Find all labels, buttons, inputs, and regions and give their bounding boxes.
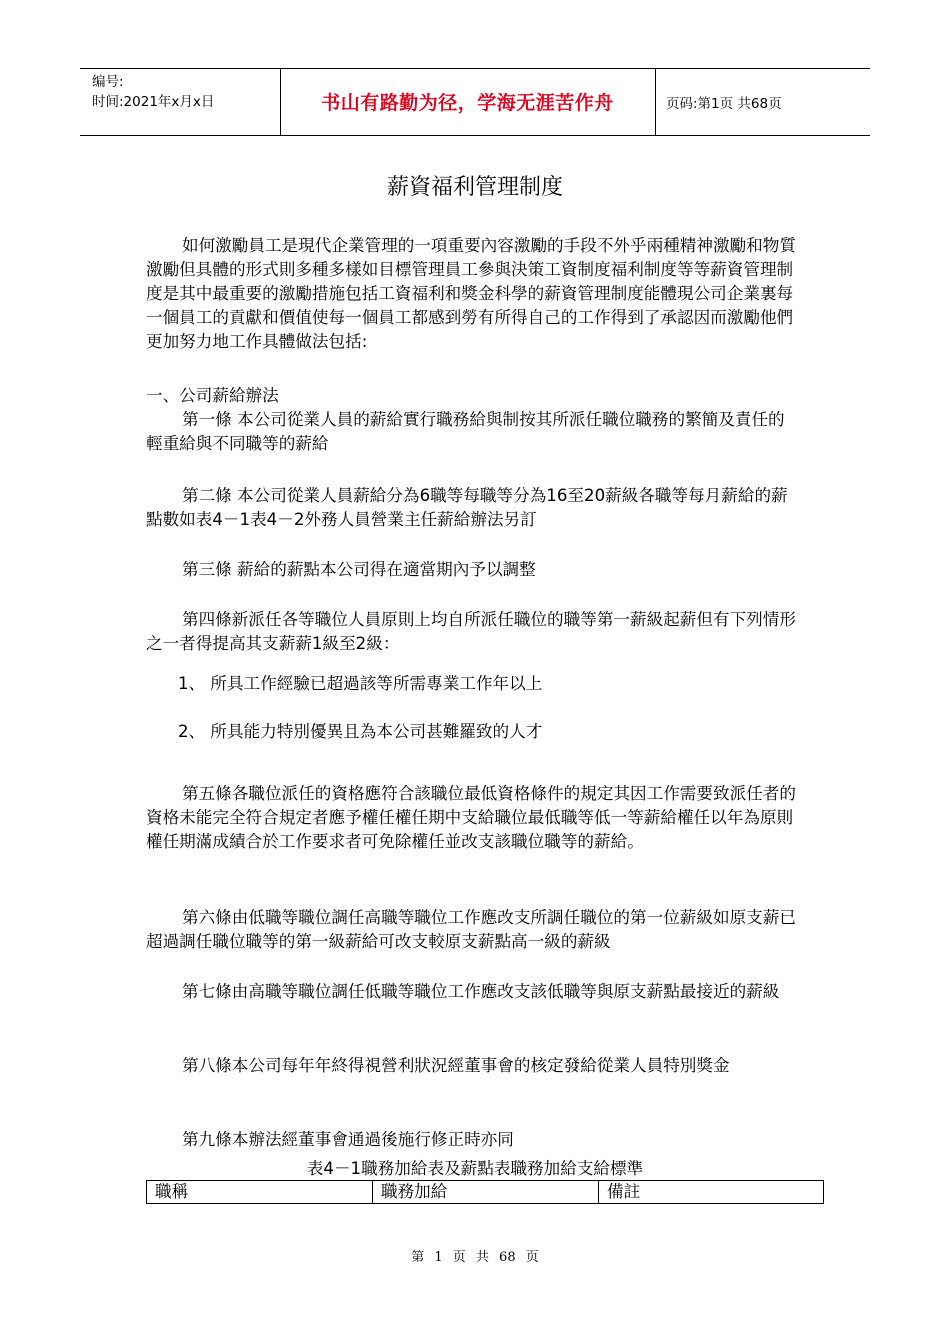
article-3: 第三條 薪給的薪點本公司得在適當期內予以調整 (182, 560, 536, 579)
article-7: 第七條由高職等職位調任低職等職位工作應改支該低職等與原支薪點最接近的薪級 (182, 982, 780, 1001)
header-meta (92, 72, 214, 112)
header-page-info: 页码:第1页 共68页 (666, 95, 782, 112)
article-9: 第九條本辦法經董事會通過後施行修正時亦同 (182, 1130, 514, 1149)
article-5: 第五條各職位派任的資格應符合該職位最低資格條件的規定其因工作需要致派任者的資格未能完全符合規定者應予權任權任期中支給職位最低職等低一等薪給權任以年為原則權任期滿成績合於工作要求者可免除權任並改支該職位職等的薪給。 (146, 784, 796, 851)
article-4: 第四條新派任各等職位人員原則上均自所派任職位的職等第一薪級起薪但有下列情形之一者得提高其支薪薪1級至2級： (146, 610, 796, 653)
doc-number-label: 编号: (92, 74, 124, 90)
article-4-item-1: 1、 所具工作經驗已超過該等所需專業工作年以上 (178, 674, 543, 693)
article-1: 第一條 本公司從業人員的薪給實行職務給與制按其所派任職位職務的繁簡及責任的輕重給與不同職等的薪給 (146, 410, 785, 453)
salary-table (146, 1180, 824, 1204)
table-caption: 表4－1職務加給表及薪點表職務加給支給標準 (306, 1159, 644, 1178)
section-heading: 一、公司薪給辦法 (146, 386, 279, 405)
intro-paragraph: 如何激勵員工是現代企業管理的一項重要內容激勵的手段不外乎兩種精神激勵和物質激勵但具體的形式則多種多樣如目標管理員工參與決策工資制度福利制度等等薪資管理制度是其中最重要的激勵措施包括工資福利和獎金科學的薪資管理制度能體現公司企業裏每一個員工的貢獻和價值使每一個員工都感到勞有所得自己的工作得到了承認因而激勵他們更加努力地工作具體做法包括: (146, 236, 796, 351)
table-header-cell: 職稱 (147, 1181, 373, 1203)
article-4-item-2: 2、 所具能力特別優異且為本公司甚難羅致的人才 (178, 722, 543, 741)
table-header-cell: 備註 (607, 1182, 641, 1201)
doc-time-label: 时间:2021年x月x日 (92, 94, 215, 110)
article-2: 第二條 本公司從業人員薪給分為6職等每職等分為16至20薪級各職等每月薪給的薪點數如表4－1表4－2外務人員營業主任薪給辦法另訂 (146, 486, 788, 529)
document-title: 薪資福利管理制度 (386, 175, 563, 200)
table-header-cell: 職務加給 (373, 1181, 599, 1203)
header-divider (655, 68, 656, 135)
article-8: 第八條本公司每年年終得視營利狀況經董事會的核定發給從業人員特別獎金 (182, 1056, 730, 1075)
header-bottom-rule (80, 135, 870, 136)
header-motto: 书山有路勤为径，学海无涯苦作舟 (321, 92, 614, 114)
page-footer: 第 1 页 共 68 页 (411, 1250, 539, 1265)
article-6: 第六條由低職等職位調任高職等職位工作應改支所調任職位的第一位薪級如原支薪已超過調任職位職等的第一級薪給可改支較原支薪點高一級的薪級 (146, 908, 796, 951)
